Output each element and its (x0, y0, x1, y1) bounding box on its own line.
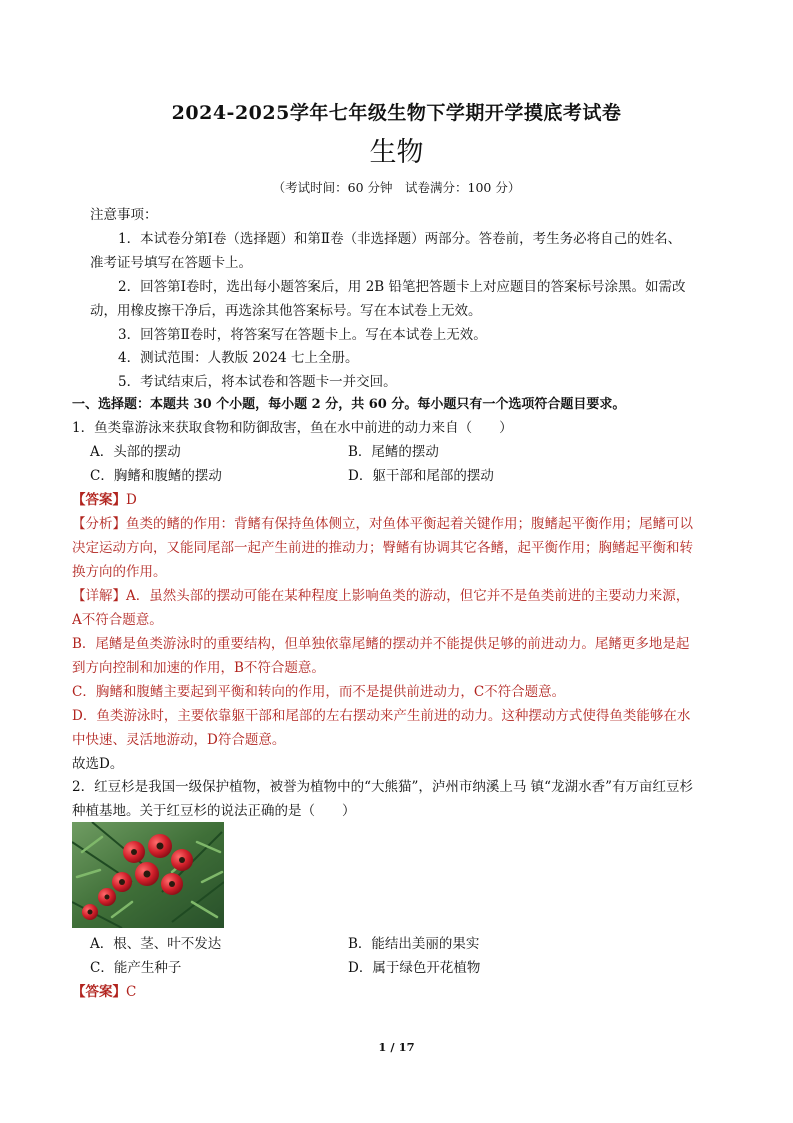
page-number: 1 / 17 (378, 1040, 415, 1054)
answer-value: D (126, 492, 137, 508)
detail-text: A．虽然头部的摆动可能在某种程度上影响鱼类的游动，但它并不是鱼类前进的主要动力来源， (126, 588, 690, 604)
detail-text: B．尾鳍是鱼类游泳时的重要结构，但单独依靠尾鳍的摆动并不能提供足够的前进动力。尾鳍更多地是起 (72, 636, 690, 652)
analysis-tag: 【分析】 (72, 516, 126, 532)
yew-berries-photo (72, 822, 224, 928)
q2-option-c: C．能产生种子 (90, 960, 182, 976)
q1-answer-line (72, 488, 722, 512)
answer-tag: 【答案】 (72, 984, 126, 1000)
notice-item: 4．测试范围：人教版 2024 七上全册。 (118, 350, 359, 366)
section-heading: 一、选择题：本题共 30 个小题，每小题 2 分，共 60 分。每小题只有一个选项符合题目要求。 (72, 397, 626, 412)
q2-stem: 种植基地。关于红豆杉的说法正确的是（ ） (72, 803, 356, 819)
detail-text: 中快速、灵活地游动，D符合题意。 (72, 732, 286, 748)
notice-item: 2．回答第Ⅰ卷时，选出每小题答案后，用 2B 铅笔把答题卡上对应题目的答案标号涂黑。如需改 (118, 279, 686, 295)
q1-option-a: A．头部的摆动 (90, 444, 181, 460)
subject-heading: 生物 (369, 137, 424, 168)
q1-analysis-line (72, 512, 722, 536)
answer-tag: 【答案】 (72, 492, 126, 508)
q2-option-b: B．能结出美丽的果实 (348, 936, 480, 952)
detail-conclusion: 故选D。 (72, 756, 124, 772)
analysis-text: 换方向的作用。 (72, 564, 167, 580)
notice-item: 5．考试结束后，将本试卷和答题卡一并交回。 (118, 374, 397, 390)
notice-item: 1．本试卷分第Ⅰ卷（选择题）和第Ⅱ卷（非选择题）两部分。答卷前，考生务必将自己的姓名、 (118, 231, 682, 247)
q1-detail-line (72, 584, 722, 608)
exam-title: 2024-2025学年七年级生物下学期开学摸底考试卷 (171, 102, 622, 124)
notice-heading: 注意事项： (90, 207, 158, 223)
q1-option-b: B．尾鳍的摆动 (348, 444, 439, 460)
detail-text: D．鱼类游泳时，主要依靠躯干部和尾部的左右摆动来产生前进的动力。这种摆动方式使得鱼类能够在水 (72, 708, 691, 724)
notice-item: 准考证号填写在答题卡上。 (90, 255, 252, 271)
q2-option-a: A．根、茎、叶不发达 (90, 936, 222, 952)
q2-answer-line (72, 980, 722, 1004)
detail-tag: 【详解】 (72, 588, 126, 604)
q2-stem: 2．红豆杉是我国一级保护植物，被誉为植物中的“大熊猫”，泸州市纳溪上马 镇“龙湖水香”有万亩红豆杉 (72, 779, 693, 795)
detail-text: A不符合题意。 (72, 612, 163, 628)
q1-option-d: D．躯干部和尾部的摆动 (348, 468, 494, 484)
analysis-text: 决定运动方向，又能同尾部一起产生前进的推动力；臀鳍有协调其它各鳍，起平衡作用；胸鳍起平衡和转 (72, 540, 693, 556)
notice-item: 3．回答第Ⅱ卷时，将答案写在答题卡上。写在本试卷上无效。 (118, 327, 487, 343)
answer-value: C (126, 984, 137, 1000)
analysis-text: 鱼类的鳍的作用：背鳍有保持鱼体侧立，对鱼体平衡起着关键作用；腹鳍起平衡作用；尾鳍可以 (126, 516, 693, 532)
q1-option-c: C．胸鳍和腹鳍的摆动 (90, 468, 222, 484)
exam-info: （考试时间：60 分钟 试卷满分：100 分） (272, 180, 521, 195)
detail-text: 到方向控制和加速的作用，B不符合题意。 (72, 660, 325, 676)
detail-text: C．胸鳍和腹鳍主要起到平衡和转向的作用，而不是提供前进动力，C不符合题意。 (72, 684, 566, 700)
notice-item: 动，用橡皮擦干净后，再选涂其他答案标号。写在本试卷上无效。 (90, 303, 482, 319)
q1-stem: 1．鱼类靠游泳来获取食物和防御敌害，鱼在水中前进的动力来自（ ） (72, 420, 513, 436)
q2-option-d: D．属于绿色开花植物 (348, 960, 481, 976)
